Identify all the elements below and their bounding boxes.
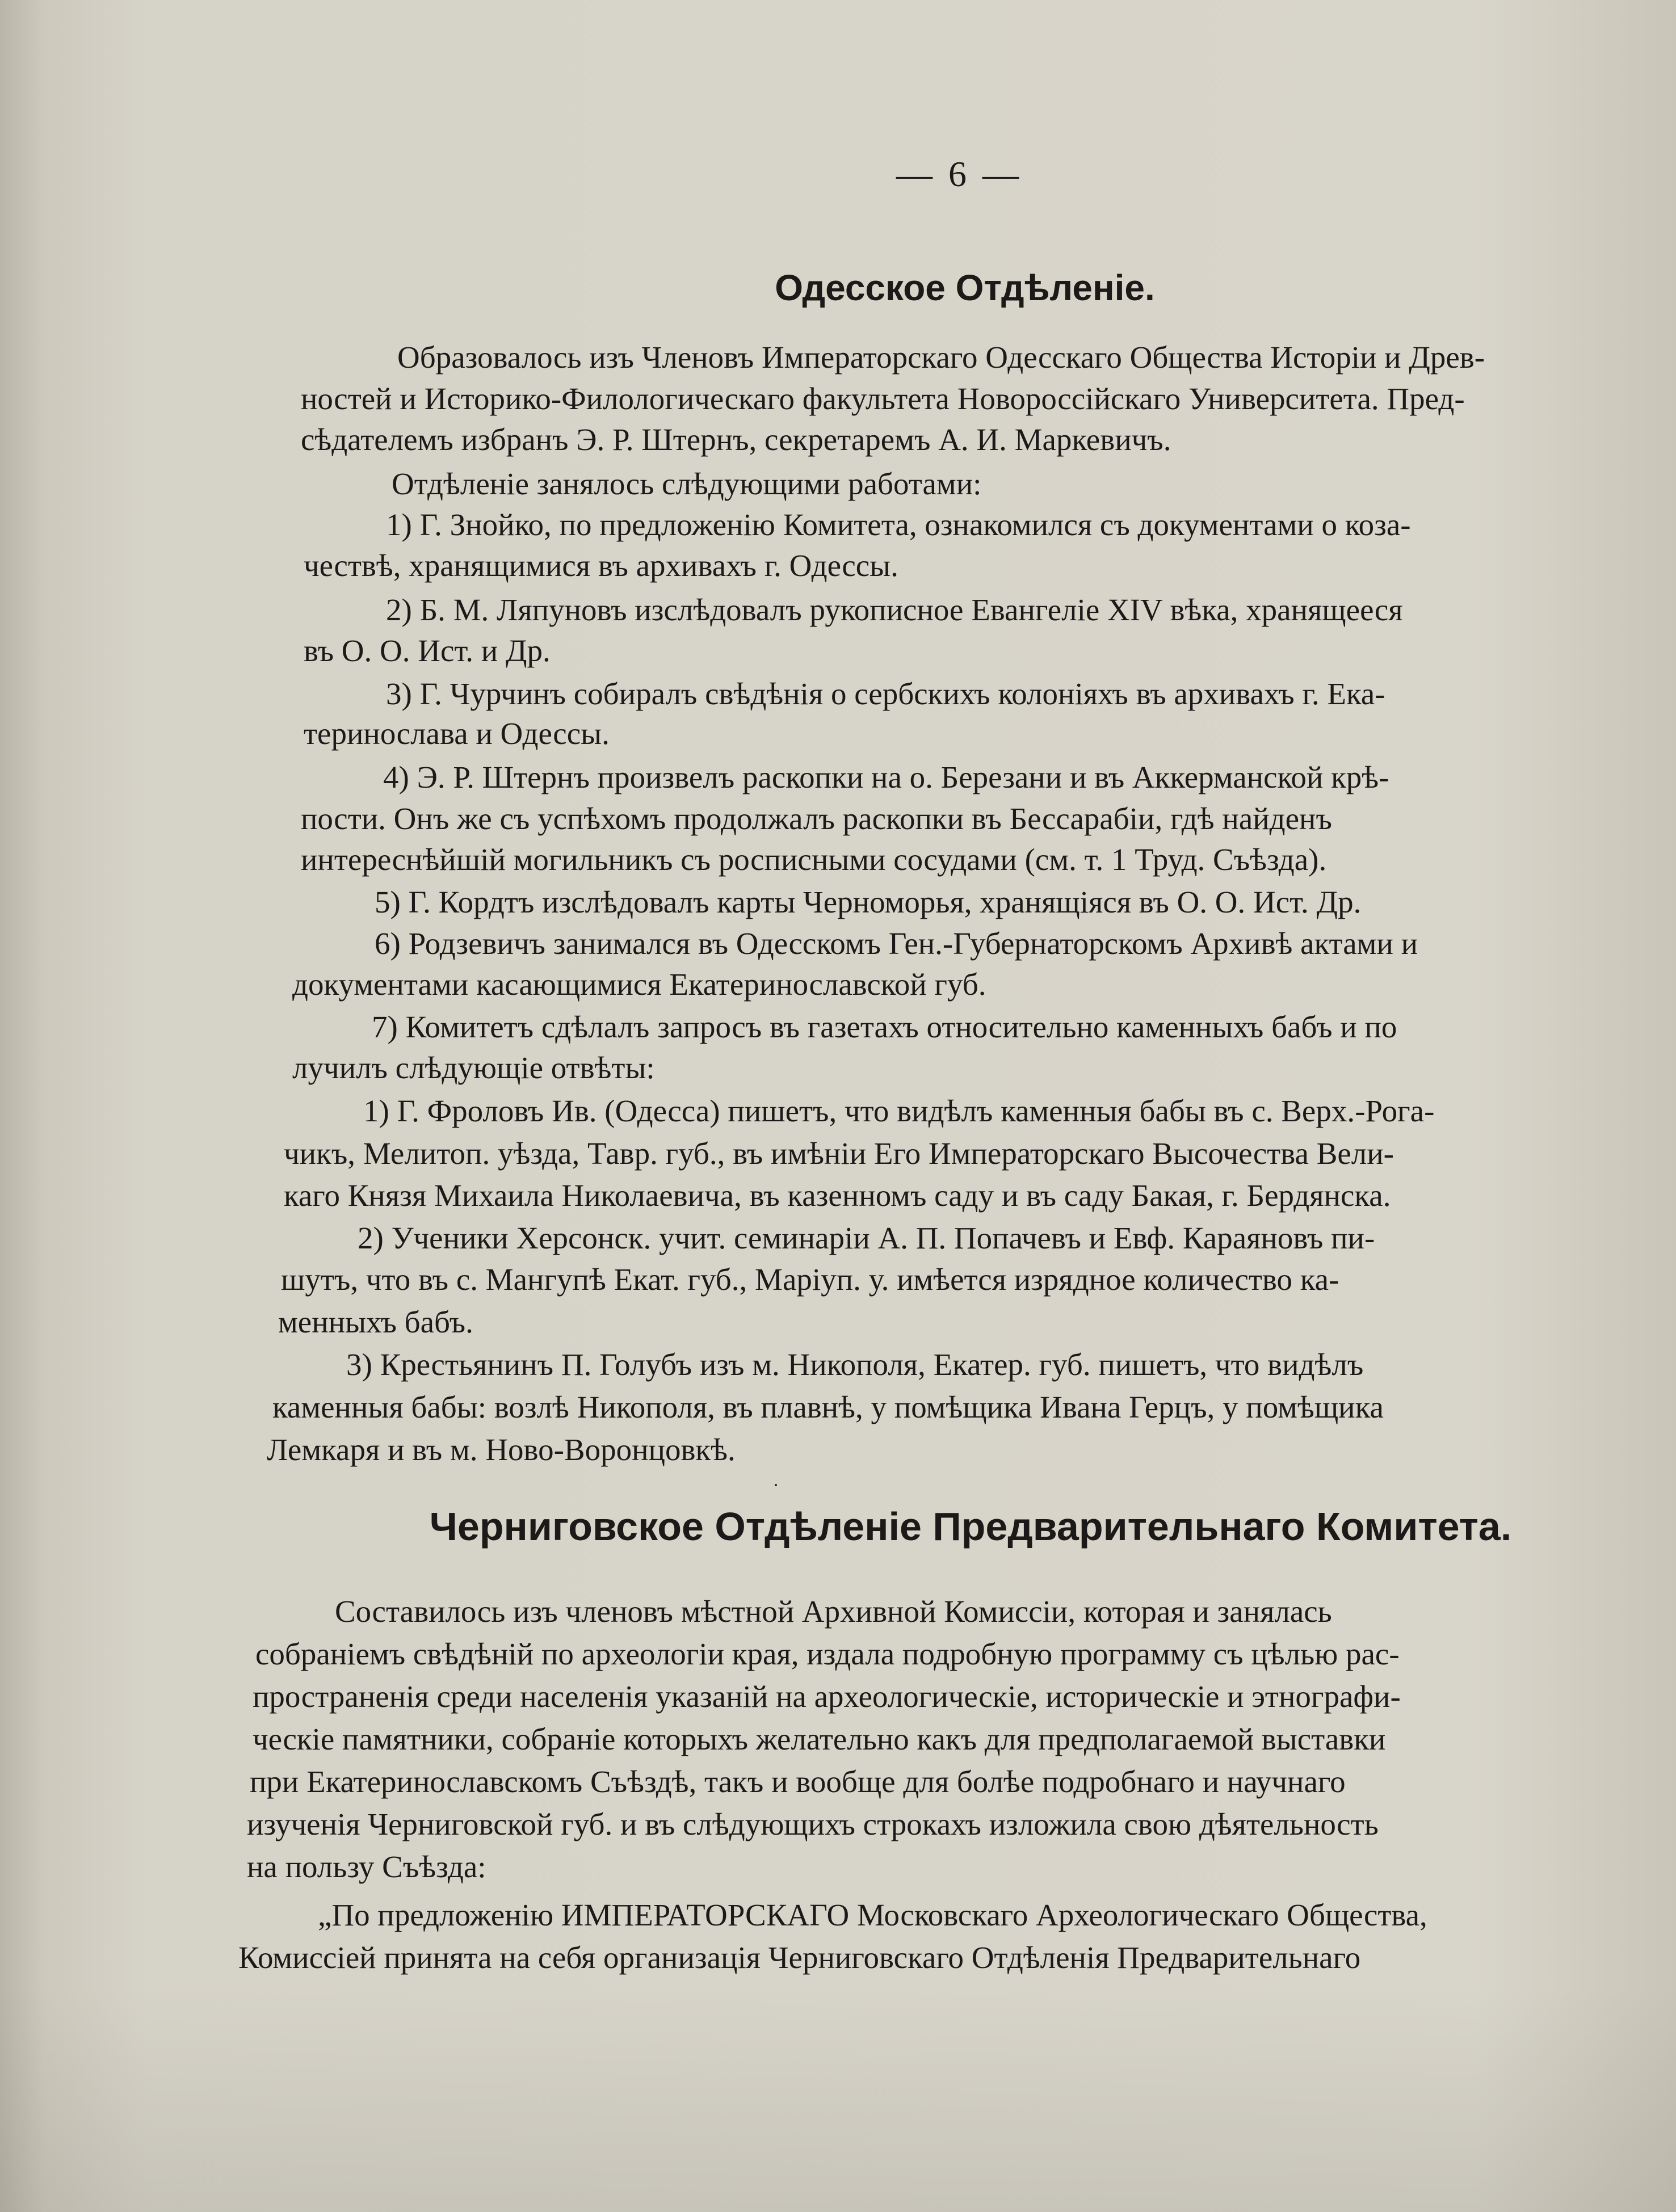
paragraph-line: ческіе памятники, собраніе которыхъ желательно какъ для предполагаемой выставки bbox=[253, 1722, 1386, 1756]
paragraph-line: 1) Г. Знойко, по предложенію Комитета, ознакомился съ документами о коза- bbox=[386, 507, 1411, 542]
paragraph-line: лучилъ слѣдующіе отвѣты: bbox=[292, 1050, 655, 1085]
section-title-odessa: Одесское Отдѣленіе. bbox=[775, 267, 1155, 308]
paragraph-line: сѣдателемъ избранъ Э. Р. Штернъ, секретаремъ А. И. Маркевичъ. bbox=[301, 422, 1171, 457]
page-shadow bbox=[0, 1986, 1676, 2212]
paragraph-line: пости. Онъ же съ успѣхомъ продолжалъ раскопки въ Бессарабіи, гдѣ найденъ bbox=[301, 801, 1332, 836]
paragraph-line: теринослава и Одессы. bbox=[304, 716, 610, 751]
paragraph-line: 3) Крестьянинъ П. Голубъ изъ м. Никополя, Екатер. губ. пишетъ, что видѣлъ bbox=[346, 1347, 1364, 1382]
paragraph-line: 1) Г. Фроловъ Ив. (Одесса) пишетъ, что видѣлъ каменныя бабы въ с. Верх.-Рога- bbox=[363, 1094, 1435, 1128]
paragraph-line: 5) Г. Кордтъ изслѣдовалъ карты Черноморья, хранящіяся въ О. О. Ист. Др. bbox=[375, 885, 1362, 919]
paragraph-line: интереснѣйшій могильникъ съ росписными сосудами (см. т. 1 Труд. Съѣзда). bbox=[301, 842, 1327, 877]
paragraph-line: шутъ, что въ с. Мангупѣ Екат. губ., Маріуп. у. имѣется изрядное количество ка- bbox=[281, 1262, 1339, 1297]
paragraph-line: 6) Родзевичъ занимался въ Одесскомъ Ген.-Губернаторскомъ Архивѣ актами и bbox=[375, 926, 1418, 961]
paragraph-line: ностей и Историко-Филологическаго факультета Новороссійскаго Университета. Пред- bbox=[301, 381, 1465, 416]
paragraph-line: 3) Г. Чурчинъ собиралъ свѣдѣнія о сербскихъ колоніяхъ въ архивахъ г. Ека- bbox=[386, 676, 1385, 711]
section-title-chernigov: Черниговское Отдѣленіе Предварительнаго Комитета. bbox=[429, 1504, 1512, 1549]
paragraph-line: чествѣ, хранящимися въ архивахъ г. Одессы. bbox=[304, 548, 898, 583]
paragraph-line: „По предложенію ИМПЕРАТОРСКАГО Московскаго Археологическаго Общества, bbox=[318, 1898, 1427, 1932]
paragraph-line: Образовалось изъ Членовъ Императорскаго Одесскаго Общества Исторіи и Древ- bbox=[397, 340, 1485, 375]
paragraph-line: 2) Ученики Херсонск. учит. семинаріи А. П. Попачевъ и Евф. Караяновъ пи- bbox=[358, 1221, 1375, 1255]
paragraph-line: пространенія среди населенія указаній на археологическіе, историческіе и этнографи- bbox=[253, 1679, 1401, 1714]
paragraph-line: Лемкаря и въ м. Ново-Воронцовкѣ. bbox=[267, 1432, 736, 1467]
paragraph-line: чикъ, Мелитоп. уѣзда, Тавр. губ., въ имѣніи Его Императорскаго Высочества Вели- bbox=[284, 1136, 1394, 1171]
paragraph-line: Отдѣленіе занялось слѣдующими работами: bbox=[392, 466, 982, 501]
paragraph-line: каго Князя Михаила Николаевича, въ казенномъ саду и въ саду Бакая, г. Бердянска. bbox=[284, 1178, 1391, 1213]
paragraph-line: Комиссіей принята на себя организація Черниговскаго Отдѣленія Предварительнаго bbox=[238, 1940, 1361, 1975]
paragraph-line: изученія Черниговской губ. и въ слѣдующихъ строкахъ изложила свою дѣятельность bbox=[247, 1807, 1379, 1841]
page-number: — 6 — bbox=[896, 154, 1022, 194]
paragraph-line: 2) Б. М. Ляпуновъ изслѣдовалъ рукописное Евангеліе XIV вѣка, хранящееся bbox=[386, 592, 1403, 627]
paragraph-line: 4) Э. Р. Штернъ произвелъ раскопки на о. Березани и въ Аккерманской крѣ- bbox=[383, 760, 1389, 794]
separator-dot bbox=[775, 1484, 777, 1486]
paragraph-line: документами касающимися Екатеринославской губ. bbox=[292, 967, 986, 1002]
paragraph-line: 7) Комитетъ сдѣлалъ запросъ въ газетахъ относительно каменныхъ бабъ и по bbox=[372, 1010, 1397, 1044]
paragraph-line: Составилось изъ членовъ мѣстной Архивной Комиссіи, которая и занялась bbox=[335, 1594, 1332, 1629]
paragraph-line: каменныя бабы: возлѣ Никополя, въ плавнѣ, у помѣщика Ивана Герцъ, у помѣщика bbox=[272, 1390, 1384, 1424]
paragraph-line: на пользу Съѣзда: bbox=[247, 1849, 486, 1884]
paragraph-line: собраніемъ свѣдѣній по археологіи края, издала подробную программу съ цѣлью рас- bbox=[255, 1637, 1400, 1671]
paragraph-line: при Екатеринославскомъ Съѣздѣ, такъ и вообще для болѣе подробнаго и научнаго bbox=[250, 1764, 1346, 1799]
paragraph-line: менныхъ бабъ. bbox=[278, 1305, 473, 1339]
paragraph-line: въ О. О. Ист. и Др. bbox=[304, 633, 551, 668]
